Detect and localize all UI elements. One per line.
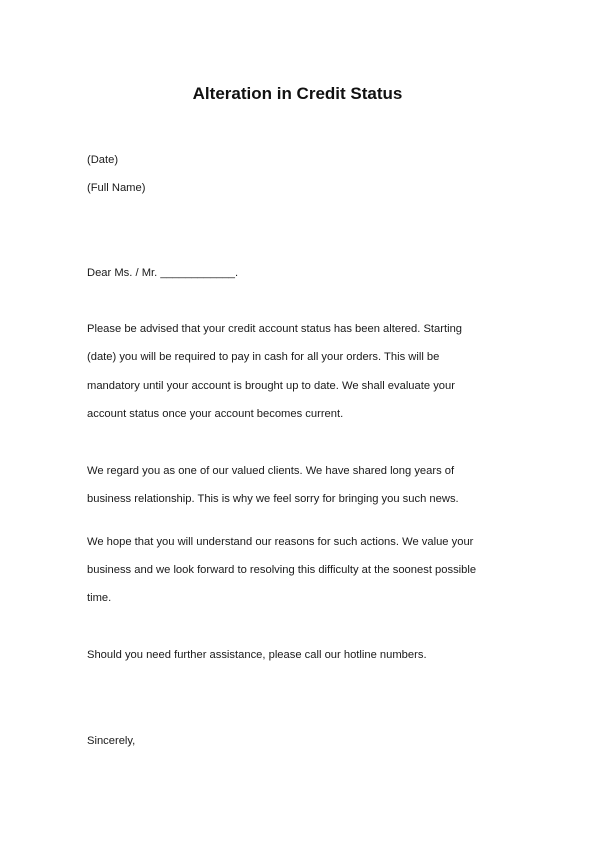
paragraph-line: time.: [87, 592, 112, 604]
paragraph-line: We regard you as one of our valued clients. We have shared long years of: [87, 465, 455, 477]
closing: Sincerely,: [87, 735, 136, 747]
paragraph-line: account status once your account becomes current.: [87, 408, 344, 420]
paragraph-line: (date) you will be required to pay in cash for all your orders. This will be: [87, 351, 440, 363]
paragraph-line: business and we look forward to resolving this difficulty at the soonest possible: [87, 564, 477, 576]
document-title: Alteration in Credit Status: [192, 84, 403, 103]
paragraph-line: We hope that you will understand our reasons for such actions. We value your: [87, 536, 474, 548]
paragraph-line: Please be advised that your credit account status has been altered. Starting: [87, 323, 463, 335]
full-name-placeholder: (Full Name): [87, 182, 146, 194]
date-placeholder: (Date): [87, 154, 119, 166]
paragraph-line: Should you need further assistance, please call our hotline numbers.: [87, 649, 427, 661]
paragraph-line: mandatory until your account is brought up to date. We shall evaluate your: [87, 380, 455, 392]
salutation: Dear Ms. / Mr. ____________.: [87, 267, 239, 279]
paragraph-line: business relationship. This is why we feel sorry for bringing you such news.: [87, 493, 459, 505]
